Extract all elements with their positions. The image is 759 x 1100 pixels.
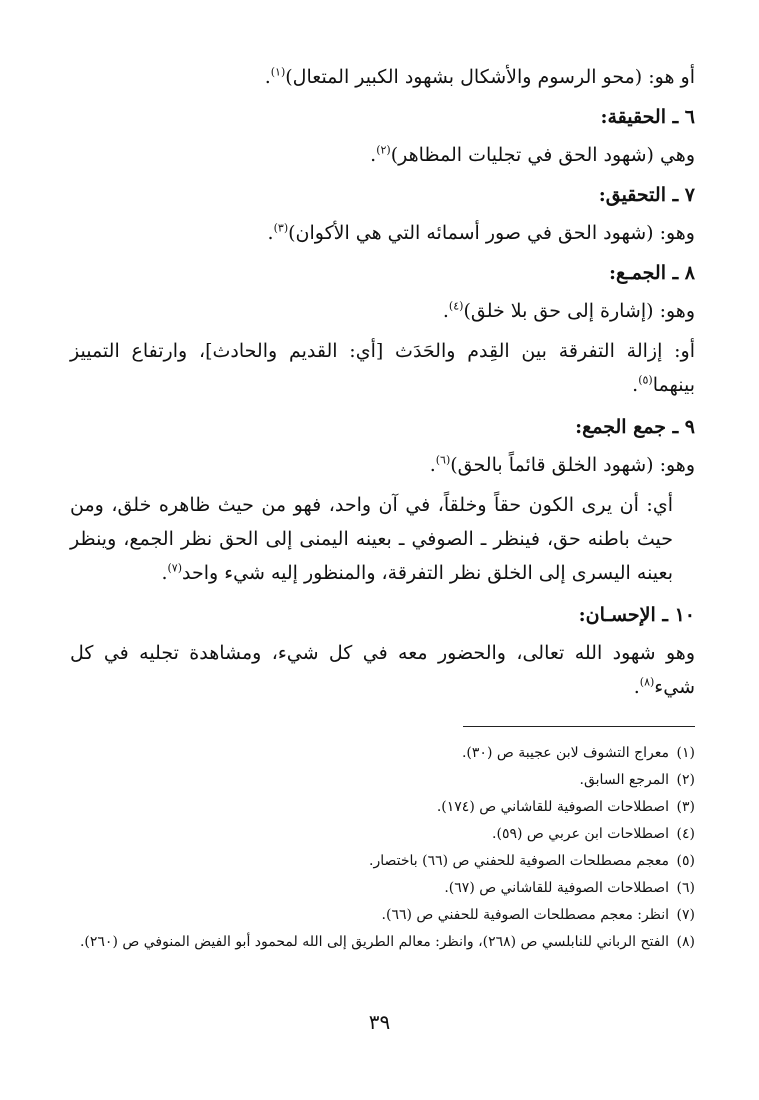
heading-haqiqa: ٦ ـ الحقيقة: <box>600 106 695 128</box>
text-paragraph-7: أي: أن يرى الكون حقاً وخلقاً، في آن واحد، فهو من حيث ظاهره خلق، ومن حيث باطنه حق، فينظر ـ الصوفي ـ بعينه اليمنى إلى الحق نظر الجمع، وينظر بعينه اليسرى إلى الخلق نظر التفرقة، والمنظور إليه شيء واحد$^{(٧)}$. <box>70 494 673 584</box>
footnote-text: اصطلاحات الصوفية للقاشاني ص (١٧٤). <box>436 799 669 815</box>
footnote-ref-3[interactable]: (٣) <box>273 221 289 235</box>
footnote-ref-7[interactable]: (٧) <box>167 561 182 575</box>
footnote-text: معجم مصطلحات الصوفية للحفني ص (٦٦) باختصار. <box>369 853 669 869</box>
footnote-number: (٨) <box>676 934 695 950</box>
footnote-number: (٧) <box>676 907 695 923</box>
footnote-number: (٥) <box>676 853 695 869</box>
footnote-number: (٦) <box>676 880 695 896</box>
footnotes-list <box>70 741 695 954</box>
heading-tahqiq: ٧ ـ التحقيق: <box>598 184 695 206</box>
footnote-item <box>70 903 695 927</box>
text-paragraph-8: وهو شهود الله تعالى، والحضور معه في كل شيء، ومشاهدة تجليه في كل شيء$^{(٨)}$. <box>70 642 695 698</box>
footnote-text: معراج التشوف لابن عجيبة ص (٣٠). <box>461 745 669 761</box>
footnote-text: اصطلاحات الصوفية للقاشاني ص (٦٧). <box>444 880 669 896</box>
heading-jam: ٨ ـ الجمـع: <box>608 262 695 284</box>
footnote-ref-4[interactable]: (٤) <box>448 299 464 313</box>
footnote-item <box>70 930 695 954</box>
footnote-number: (٢) <box>676 772 695 788</box>
heading-ihsan: ١٠ ـ الإحسـان: <box>578 604 695 626</box>
footnote-divider <box>463 726 695 727</box>
footnote-ref-6[interactable]: (٦) <box>435 453 451 467</box>
footnote-item <box>70 741 695 765</box>
footnote-number: (١) <box>676 745 695 761</box>
page-number: ٣٩ <box>368 1010 391 1034</box>
text-line-2: وهي (شهود الحق في تجليات المظاهر)$^{(٢)}$. <box>370 143 695 166</box>
footnote-text: الفتح الرباني للنابلسي ص (٢٦٨)، وانظر: معالم الطريق إلى الله لمحمود أبو الفيض المنوفي ص (٢٦٠). <box>79 934 669 950</box>
footnote-item <box>70 822 695 846</box>
footnote-item <box>70 876 695 900</box>
footnote-ref-5[interactable]: (٥) <box>638 373 653 387</box>
footnote-number: (٣) <box>676 799 695 815</box>
text-line-1: أو هو: (محو الرسوم والأشكال بشهود الكبير المتعال)$^{(١)}$. <box>264 65 695 88</box>
heading-jam-al-jam: ٩ ـ جمع الجمع: <box>575 416 695 438</box>
footnote-item <box>70 768 695 792</box>
footnote-ref-2[interactable]: (٢) <box>376 143 391 157</box>
footnote-item <box>70 795 695 819</box>
text-line-3: وهو: (شهود الحق في صور أسمائه التي هي الأكوان)$^{(٣)}$. <box>267 221 695 244</box>
text-line-6: وهو: (شهود الخلق قائماً بالحق)$^{(٦)}$. <box>429 453 695 476</box>
footnote-item <box>70 849 695 873</box>
page-body <box>70 60 695 957</box>
footnote-text: المرجع السابق. <box>579 772 669 788</box>
footnote-text: انظر: معجم مصطلحات الصوفية للحفني ص (٦٦). <box>381 907 669 923</box>
footnote-ref-1[interactable]: (١) <box>270 65 286 79</box>
footnote-text: اصطلاحات ابن عربي ص (٥٩). <box>492 826 669 842</box>
text-paragraph-5: أو: إزالة التفرقة بين القِدم والحَدَث [أي: القديم والحادث]، وارتفاع التمييز بينهما$^{(٥)}$. <box>70 340 695 396</box>
text-line-4: وهو: (إشارة إلى حق بلا خلق)$^{(٤)}$. <box>442 299 695 322</box>
footnote-number: (٤) <box>676 826 695 842</box>
footnote-ref-8[interactable]: (٨) <box>639 675 655 689</box>
